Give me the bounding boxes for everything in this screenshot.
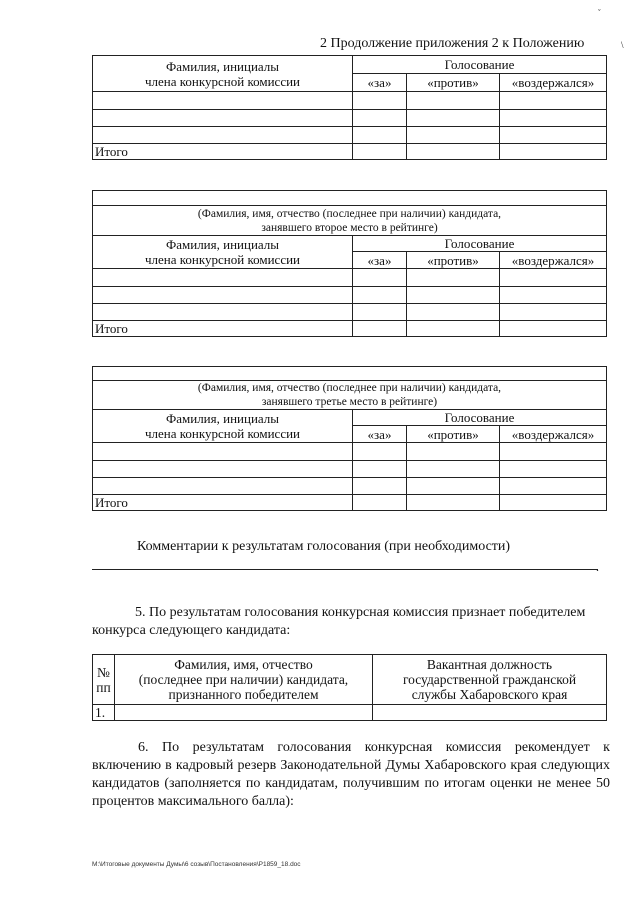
vote-table-3 xyxy=(92,366,607,511)
table-row xyxy=(93,287,607,304)
vote-table-1 xyxy=(92,55,607,160)
table-row xyxy=(93,110,607,127)
vote-group-header: Голосование xyxy=(353,236,607,252)
abstain-header: «воздержался» xyxy=(500,74,607,92)
vote-group-header: Голосование xyxy=(353,56,607,74)
row-number: 1. xyxy=(93,705,115,721)
scan-mark: ˇ xyxy=(598,8,601,17)
name-column-header: Фамилия, инициалы члена конкурсной комиссии xyxy=(93,56,353,92)
table-row xyxy=(93,478,607,495)
section5-line1: 5. По результатам голосования конкурсная комиссия признает победителем xyxy=(135,605,586,620)
total-row xyxy=(93,495,607,511)
against-header: «против» xyxy=(407,426,500,443)
scan-mark-side: \ xyxy=(621,40,624,50)
section6-paragraph: 6. По результатам голосования конкурсная комиссия рекомендует к включению в кадровый резерв Законодательной Думы Хабаровского края следующих кандидатов (заполняется по кандидатам, получившим по итогам оценки не менее 50 процентов максимального балла): xyxy=(92,740,610,809)
table-row xyxy=(93,304,607,321)
for-header: «за» xyxy=(353,426,407,443)
file-path-footer: М:\Итоговые документы Думы\6 созыв\Постановления\P1859_18.doc xyxy=(92,861,301,868)
candidate-name-blank xyxy=(93,191,607,206)
table-row xyxy=(93,461,607,478)
candidate-caption: (Фамилия, имя, отчество (последнее при наличии) кандидата, занявшего третье место в рейтинге) xyxy=(93,381,607,410)
vote-table-2 xyxy=(92,190,607,337)
page-header: 2 Продолжение приложения 2 к Положению xyxy=(320,36,585,51)
total-label: Итого xyxy=(93,321,353,337)
comment-field-line xyxy=(92,569,598,570)
abstain-header: «воздержался» xyxy=(500,426,607,443)
name-column-header: Фамилия, инициалы члена конкурсной комиссии xyxy=(93,410,353,443)
comment-end-mark: . xyxy=(596,560,599,574)
total-label: Итого xyxy=(93,495,353,511)
table-row xyxy=(93,269,607,287)
table-row xyxy=(93,443,607,461)
total-label: Итого xyxy=(93,144,353,160)
comment-label: Комментарии к результатам голосования (при необходимости) xyxy=(137,539,511,554)
section5-line2: конкурса следующего кандидата: xyxy=(92,623,291,638)
candidate-name-blank xyxy=(93,367,607,381)
total-row xyxy=(93,144,607,160)
candidate-header: Фамилия, имя, отчество (последнее при наличии) кандидата, признанного победителем xyxy=(115,655,373,705)
table-row xyxy=(93,127,607,144)
name-column-header: Фамилия, инициалы члена конкурсной комиссии xyxy=(93,236,353,269)
against-header: «против» xyxy=(407,74,500,92)
position-header: Вакантная должность государственной гражданской службы Хабаровского края xyxy=(373,655,607,705)
vote-group-header: Голосование xyxy=(353,410,607,426)
table-row xyxy=(93,92,607,110)
abstain-header: «воздержался» xyxy=(500,252,607,269)
total-row xyxy=(93,321,607,337)
number-header: № пп xyxy=(93,655,115,705)
candidate-caption: (Фамилия, имя, отчество (последнее при наличии) кандидата, занявшего второе место в рейтинге) xyxy=(93,206,607,236)
for-header: «за» xyxy=(353,252,407,269)
winner-table xyxy=(92,654,607,721)
for-header: «за» xyxy=(353,74,407,92)
table-row xyxy=(93,705,607,721)
against-header: «против» xyxy=(407,252,500,269)
